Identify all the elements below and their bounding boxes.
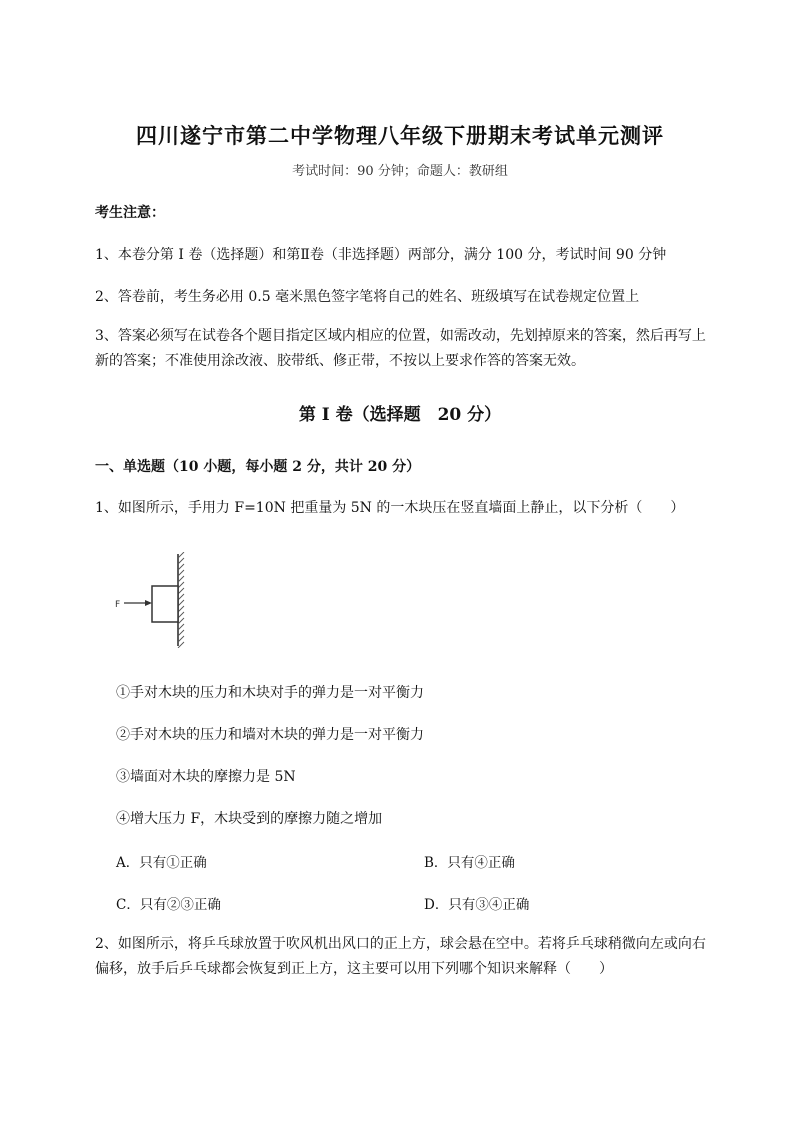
- force-diagram: [112, 552, 202, 648]
- notice-heading: 考生注意：: [95, 205, 165, 221]
- notice-item-1: 1、本卷分第 I 卷（选择题）和第Ⅱ卷（非选择题）两部分，满分 100 分，考试时间 90 分钟: [95, 247, 667, 263]
- notice-item-3: 3、答案必须写在试卷各个题目指定区域内相应的位置，如需改动，先划掉原来的答案，然后再写上新的答案；不准使用涂改液、胶带纸、修正带，不按以上要求作答的答案无效。: [95, 328, 706, 369]
- statement-4: ④增大压力 F，木块受到的摩擦力随之增加: [116, 811, 383, 827]
- option-d: D．只有③④正确: [424, 897, 530, 913]
- page-title: 四川遂宁市第二中学物理八年级下册期末考试单元测评: [136, 123, 664, 148]
- force-label: F: [115, 600, 121, 610]
- statement-2: ②手对木块的压力和墙对木块的弹力是一对平衡力: [116, 727, 424, 743]
- force-arrowhead: [145, 600, 152, 606]
- option-a: A．只有①正确: [116, 855, 207, 871]
- question-1-stem: 1、如图所示，手用力 F=10N 把重量为 5N 的一木块压在竖直墙面上静止，以下分析（ ）: [95, 500, 685, 516]
- notice-item-2: 2、答卷前，考生务必用 0.5 毫米黑色签字笔将自己的姓名、班级填写在试卷规定位置上: [95, 289, 640, 305]
- force-diagram-svg: [112, 552, 202, 648]
- wood-block: [152, 586, 178, 622]
- option-b: B．只有④正确: [424, 855, 515, 871]
- wall-hatching: [178, 552, 184, 648]
- part-heading: 一、单选题（10 小题，每小题 2 分，共计 20 分）: [95, 459, 421, 475]
- section-title: 第 I 卷（选择题 20 分）: [298, 405, 502, 425]
- question-2-stem: 2、如图所示，将乒乓球放置于吹风机出风口的正上方，球会悬在空中。若将乒乓球稍微向左或向右偏移，放手后乒乓球都会恢复到正上方，这主要可以用下列哪个知识来解释（ ）: [95, 936, 706, 977]
- option-c: C．只有②③正确: [116, 897, 221, 913]
- statement-3: ③墙面对木块的摩擦力是 5N: [116, 769, 296, 785]
- statement-1: ①手对木块的压力和木块对手的弹力是一对平衡力: [116, 685, 424, 701]
- exam-info: 考试时间：90 分钟；命题人：教研组: [292, 164, 508, 179]
